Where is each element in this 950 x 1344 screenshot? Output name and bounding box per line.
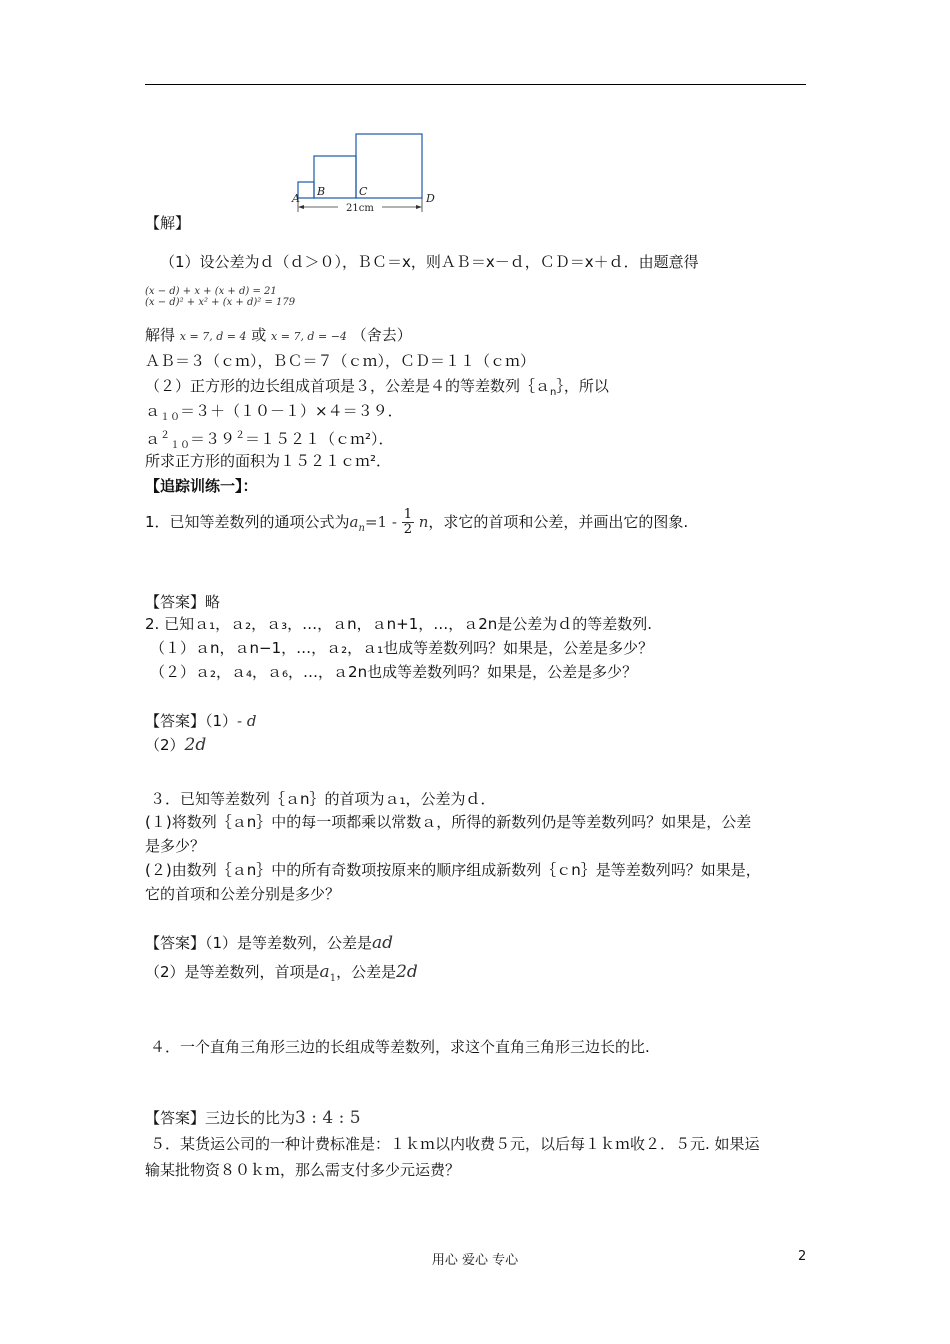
equation-2: (x − d)² + x² + (x + d)² = 179 [145,297,296,308]
answer-3-part-1: 【答案】（1）是等差数列，公差是ad [145,933,394,953]
page-number: 2 [798,1249,807,1264]
a10-formula: ａ$_{10}$＝３＋（１０－１）×４＝３９． [145,402,403,423]
solution-heading: 【解】 [145,214,191,232]
question-3-part-2-cont: 它的首项和公差分别是多少？ [145,885,341,903]
label-d: D [426,192,435,205]
label-b: B [317,185,326,198]
square-ab [298,182,314,198]
equation-system [145,286,295,308]
answer-2-part-1: 【答案】（1）- d [145,712,257,730]
answer-3-part-2: （2）是等差数列，首项是$a_1$，公差是2d [145,962,418,984]
label-c: C [359,185,368,198]
question-3-part-1: (１)将数列｛ａn｝中的每一项都乘以常数ａ，所得的新数列仍是等差数列吗？如果是，公差 [145,813,752,831]
dimension-label: 21cm [346,203,374,214]
area-conclusion: 所求正方形的面积为１５２１ｃｍ²． [145,452,392,470]
solution-2: x = 7, d = −4 [271,330,347,343]
equation-1: (x − d) + x + (x + d) = 21 [145,286,277,297]
question-3-part-1-cont: 是多少？ [145,837,206,855]
solution-step-1: （1）设公差为ｄ（ｄ＞０），ＢＣ＝x，则ＡＢ＝x－ｄ，ＣＤ＝x＋ｄ．由题意得 [160,253,699,271]
question-3: ３．已知等差数列｛ａn｝的首项为ａ₁，公差为ｄ． [150,790,496,808]
squares-figure [284,132,444,216]
question-2-part-2: （２）ａ₂，ａ₄，ａ₆，…，ａ2n也成等差数列吗？如果是，公差是多少？ [150,663,638,681]
answer-4: 【答案】三边长的比为3 : 4 : 5 [145,1108,361,1128]
question-5-cont: 输某批物资８０ｋｍ，那么需支付多少元运费？ [145,1161,461,1179]
header-rule [145,84,806,85]
side-lengths: ＡＢ＝３（ｃｍ），ＢＣ＝７（ｃｍ），ＣＤ＝１１（ｃｍ） [145,352,536,370]
question-2-part-1: （１）ａn，ａn−1，…，ａ₂，ａ₁也成等差数列吗？如果是，公差是多少？ [150,639,654,657]
practice-heading: 【追踪训练一】： [145,477,258,495]
solve-line: 解得 x = 7, d = 4 或 x = 7, d = −4 （舍去） [145,326,412,344]
area-formula: $a^2_{10}=39^2=1521(cm^2)$． [145,430,394,451]
question-1: 1．已知等差数列的通项公式为$a_n=1$ - $\frac{1}{2}$ n，求它的首项和公差，并画出它的图象. [145,507,689,537]
question-4: ４．一个直角三角形三边的长组成等差数列，求这个直角三角形三边长的比. [150,1038,650,1056]
question-3-part-2: (２)由数列｛ａn｝中的所有奇数项按原来的顺序组成新数列｛ｃn｝是等差数列吗？如果是， [145,861,761,879]
fraction-one-half: $\frac{1}{2}$ [403,507,412,537]
solution-1: x = 7, d = 4 [179,330,247,343]
label-a: A [292,192,300,205]
solution-step-2: （２）正方形的边长组成首项是３，公差是４的等差数列｛ａ$_n$｝，所以 [145,377,609,398]
question-5: ５．某货运公司的一种计费标准是：１ｋｍ以内收费５元，以后每１ｋｍ收２．５元. 如果运 [150,1135,760,1153]
question-2: 2. 已知ａ₁，ａ₂，ａ₃，…，ａn，ａn+1，…，ａ2n是公差为ｄ的等差数列. [145,615,653,633]
answer-2-part-2: （2）2d [145,735,207,755]
answer-1: 【答案】略 [145,593,221,611]
footer-text: 用心 爱心 专心 [431,1253,519,1268]
